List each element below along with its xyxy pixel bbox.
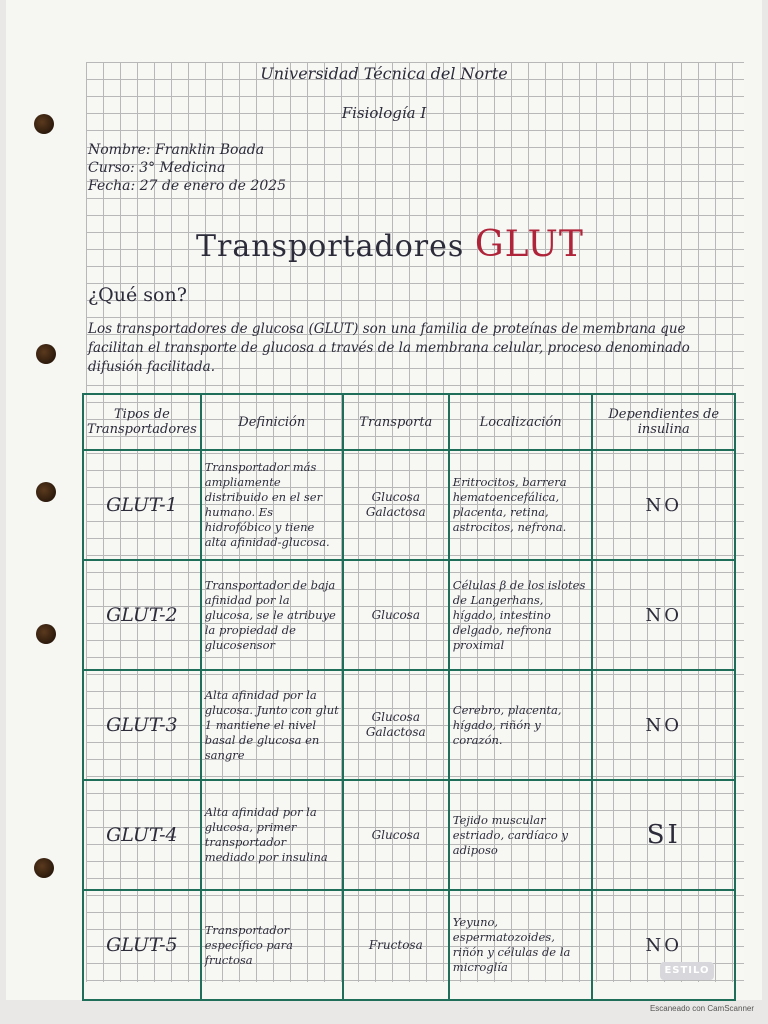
transporter-location: Cerebro, placenta, hígado, riñón y corazón. [449, 670, 593, 780]
table-header-row [83, 394, 735, 450]
section-question: ¿Qué son? [88, 284, 187, 306]
transporter-location: Tejido muscular estriado, cardíaco y adiposo [449, 780, 593, 890]
binder-hole [36, 344, 56, 364]
glut-table [82, 393, 736, 1001]
page-title [196, 224, 584, 265]
insulin-dependence: NO [592, 890, 735, 1000]
insulin-dependence: SI [592, 780, 735, 890]
header-transports: Transporta [343, 394, 449, 450]
transporter-location: Eritrocitos, barrera hematoencefálica, placenta, retina, astrocitos, nefrona. [449, 450, 593, 560]
student-name: Nombre: Franklin Boada [88, 142, 265, 158]
transporter-substrate: Glucosa [343, 560, 449, 670]
transporter-name: GLUT-3 [83, 670, 201, 780]
binder-hole [34, 858, 54, 878]
scanner-watermark: Escaneado con CamScanner [649, 1004, 754, 1013]
table-row [83, 780, 735, 890]
page-title-main: Transportadores [196, 229, 465, 264]
transporter-location: Yeyuno, espermatozoides, riñón y células de la microglía [449, 890, 593, 1000]
transporter-definition: Alta afinidad por la glucosa, primer transportador mediado por insulina [201, 780, 343, 890]
transporter-definition: Alta afinidad por la glucosa. Junto con glut 1 mantiene el nivel basal de glucosa en sangre [201, 670, 343, 780]
table-row [83, 670, 735, 780]
transporter-substrate: Glucosa [343, 780, 449, 890]
transporter-substrate: Glucosa Galactosa [343, 450, 449, 560]
insulin-dependence: NO [592, 670, 735, 780]
transporter-name: GLUT-4 [83, 780, 201, 890]
insulin-dependence: NO [592, 560, 735, 670]
transporter-name: GLUT-5 [83, 890, 201, 1000]
binder-hole [36, 482, 56, 502]
page-title-accent: GLUT [474, 224, 584, 265]
table-row [83, 450, 735, 560]
student-date: Fecha: 27 de enero de 2025 [88, 178, 287, 194]
student-course: Curso: 3° Medicina [88, 160, 226, 176]
intro-paragraph: Los transportadores de glucosa (GLUT) son una familia de proteínas de membrana que facilitan el transporte de glucosa a través de la membrana celular, proceso denominado difusión facilitada. [88, 321, 690, 375]
insulin-dependence: NO [592, 450, 735, 560]
table-row [83, 890, 735, 1000]
notebook-brand-logo: ESTILO [660, 962, 714, 980]
header-types: Tipos de Transportadores [83, 394, 201, 450]
transporter-name: GLUT-1 [83, 450, 201, 560]
header-definition: Definición [201, 394, 343, 450]
transporter-definition: Transportador específico para fructosa [201, 890, 343, 1000]
transporter-substrate: Glucosa Galactosa [343, 670, 449, 780]
header-location: Localización [449, 394, 593, 450]
transporter-location: Células β de los islotes de Langerhans, hígado, intestino delgado, nefrona proximal [449, 560, 593, 670]
subject-title: Fisiología I [341, 104, 427, 122]
university-title: Universidad Técnica del Norte [260, 64, 508, 83]
transporter-name: GLUT-2 [83, 560, 201, 670]
table-row [83, 560, 735, 670]
transporter-definition: Transportador de baja afinidad por la glucosa, se le atribuye la propiedad de glucosensor [201, 560, 343, 670]
header-insulin: Dependientes de insulina [592, 394, 735, 450]
binder-hole [36, 624, 56, 644]
transporter-definition: Transportador más ampliamente distribuido en el ser humano. Es hidrofóbico y tiene alta afinidad-glucosa. [201, 450, 343, 560]
transporter-substrate: Fructosa [343, 890, 449, 1000]
